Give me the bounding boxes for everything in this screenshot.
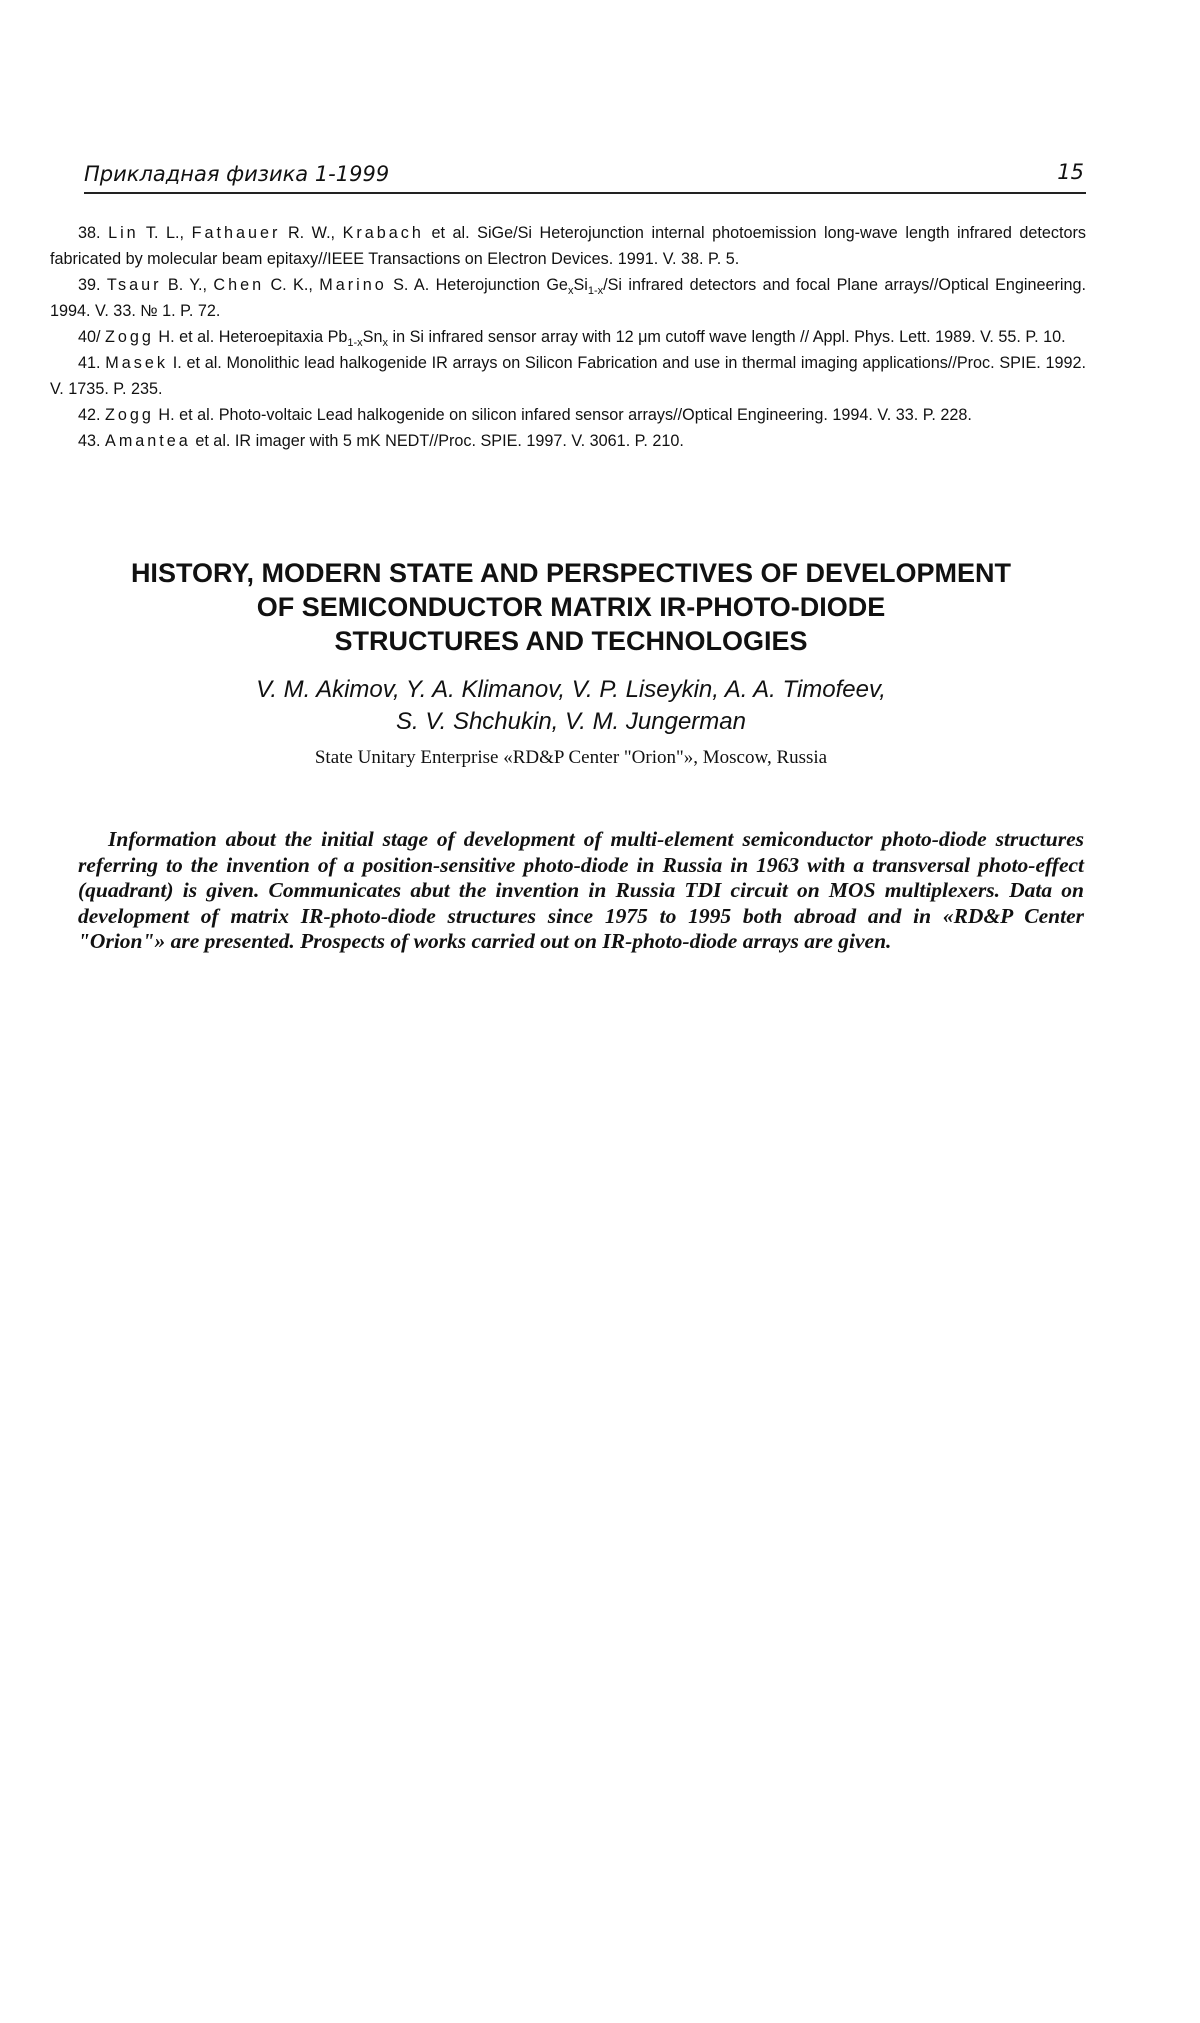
subscript: x [382,337,388,350]
reference-initials: B. Y., [167,276,207,294]
reference-author: Marino [319,276,387,294]
reference-text: in Si infrared sensor array with 12 μm cutoff wave length // Appl. Phys. Lett. 1989. V. 55. P. 10. [392,328,1066,346]
reference-item [50,402,1086,428]
reference-number: 40/ [78,328,101,346]
reference-initials: H. et al. [158,328,215,346]
reference-author: Chen [213,276,265,294]
reference-author: Krabach [342,224,424,242]
reference-item [50,272,1086,324]
reference-author: Masek [105,354,168,372]
reference-initials: T. L., [145,224,185,242]
journal-name: Прикладная физика 1-1999 [84,162,390,186]
author-list [56,674,1086,738]
reference-initials: et al. [195,432,231,450]
reference-item [50,220,1086,272]
reference-number: 43. [78,432,101,450]
subscript: 1-x [587,285,604,298]
reference-number: 42. [78,406,101,424]
reference-item [50,350,1086,402]
reference-author: Lin [108,224,139,242]
reference-text: SiGe/Si Heterojunction internal photoemission long-wave length infrared detectors fabricated by molecular beam epitaxy//IEEE Transactions on Electron Devices. 1991. V. 38. P. 5. [50,224,1087,268]
abstract: Information about the initial stage of development of multi-element semiconductor photo-diode structures referring to the invention of a position-sensitive photo-diode in Russia in 1963 with a transversal photo-effect (quadrant) is given. Communicates abut the invention in Russia TDI circuit on MOS multiplexers. Data on development of matrix IR-photo-diode structures since 1975 to 1995 both abroad and in «RD&P Center "Orion"» are presented. Prospects of works carried out on IR-photo-diode arrays are given. [78,827,1084,953]
reference-text: /Si infrared detectors and focal Plane arrays//Optical Engineering. 1994. V. 33. № 1. P. 72. [50,276,1087,320]
reference-initials: et al. [431,224,470,242]
reference-initials: H. et al. [158,406,215,424]
reference-text: Sn [362,328,383,346]
reference-text: IR imager with 5 mK NEDT//Proc. SPIE. 1997. V. 3061. P. 210. [234,432,684,450]
page-number: 15 [1057,160,1084,184]
reference-initials: R. W., [287,224,336,242]
author-line: S. V. Shchukin, V. M. Jungerman [396,708,746,735]
reference-author: Tsaur [106,276,162,294]
reference-number: 41. [78,354,101,372]
header-rule [84,192,1086,194]
affiliation: State Unitary Enterprise «RD&P Center "Orion"», Moscow, Russia [314,747,828,768]
title-line: OF SEMICONDUCTOR MATRIX IR-PHOTO-DIODE [256,592,886,622]
title-line: STRUCTURES AND TECHNOLOGIES [334,626,808,656]
subscript: x [567,285,574,298]
reference-number: 38. [78,224,101,242]
article-title [56,556,1086,658]
reference-initials: S. A. [393,276,430,294]
title-line: HISTORY, MODERN STATE AND PERSPECTIVES OF DEVELOPMENT [130,558,1012,588]
reference-author: Zogg [105,406,154,424]
subscript: 1-x [347,337,363,350]
reference-author: Amantea [105,432,191,450]
reference-text: Heterojunction Ge [435,276,568,294]
reference-text: Photo-voltaic Lead halkogenide on silicon infared sensor arrays//Optical Engineering. 1994. V. 33. P. 228. [218,406,972,424]
reference-text: Si [573,276,588,294]
reference-list [50,220,1086,454]
reference-initials: C. K., [270,276,313,294]
reference-author: Zogg [105,328,154,346]
reference-number: 39. [78,276,101,294]
reference-initials: I. et al. [172,354,222,372]
running-header [84,162,1084,192]
reference-author: Fathauer [191,224,281,242]
reference-text: Monolithic lead halkogenide IR arrays on Silicon Fabrication and use in thermal imaging applications//Proc. SPIE. 1992. V. 1735. P. 235. [50,354,1086,398]
reference-item [50,428,1086,454]
author-line: V. M. Akimov, Y. A. Klimanov, V. P. Liseykin, A. A. Timofeev, [256,676,886,703]
reference-item [50,324,1086,350]
reference-text: Heteroepitaxia Pb [218,328,348,346]
